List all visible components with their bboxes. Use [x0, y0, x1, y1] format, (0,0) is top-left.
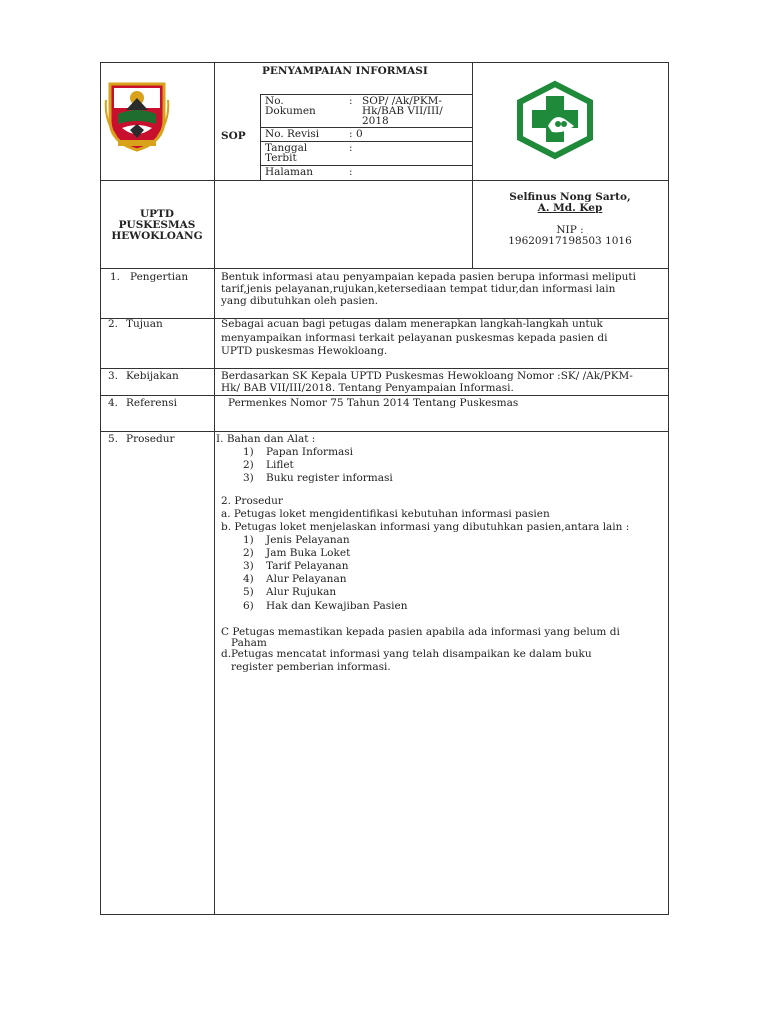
bahan-item-number: 3) — [243, 472, 254, 484]
table-border-top — [100, 62, 669, 63]
pengertian-line: Bentuk informasi atau penyampaian kepada pasien berupa informasi meliputi — [221, 271, 636, 283]
table-border-left — [100, 62, 101, 915]
prosedur-step-d-cont: register pemberian informasi. — [231, 661, 391, 673]
field-colon: : — [349, 128, 353, 140]
bahan-item: Buku register informasi — [266, 472, 393, 484]
nip-value: 19620917198503 1016 — [508, 235, 632, 247]
section-number: 2. — [108, 318, 119, 330]
institution-line-2: PUSKESMAS — [118, 219, 196, 231]
signer-name: Selfinus Nong Sarto, — [509, 191, 631, 203]
info-item-number: 2) — [243, 547, 254, 559]
field-label-tanggal-2: Terbit — [265, 152, 297, 164]
row-border-kebijakan — [100, 368, 669, 369]
info-item-number: 6) — [243, 600, 254, 612]
prosedur-step-c: C Petugas memastikan kepada pasien apabila ada informasi yang belum di — [221, 626, 620, 638]
row-border-referensi — [100, 395, 669, 396]
institution-line-3: HEWOKLOANG — [111, 230, 203, 242]
sop-label: SOP — [221, 130, 246, 142]
info-item: Hak dan Kewajiban Pasien — [266, 600, 408, 612]
document-title: PENYAMPAIAN INFORMASI — [262, 65, 428, 77]
row-border-prosedur — [100, 431, 669, 432]
section-label-kebijakan: Kebijakan — [126, 370, 179, 382]
row-border-pengertian — [100, 268, 669, 269]
header-bottom-border — [100, 180, 669, 181]
tujuan-line: menyampaikan informasi terkait pelayanan puskesmas kepada pasien di — [221, 332, 608, 344]
sop-column-divider — [260, 94, 261, 180]
field-value-no-dokumen-3: 2018 — [362, 115, 389, 127]
prosedur-step-b: b. Petugas loket menjelaskan informasi yang dibutuhkan pasien,antara lain : — [221, 521, 630, 533]
field-label-no-revisi: No. Revisi — [265, 128, 320, 140]
info-item: Jenis Pelayanan — [266, 534, 350, 546]
bahan-item: Liflet — [266, 459, 294, 471]
prosedur-heading: 2. Prosedur — [221, 495, 283, 507]
info-item: Tarif Pelayanan — [266, 560, 349, 572]
kebijakan-line: Berdasarkan SK Kepala UPTD Puskesmas Hewokloang Nomor :SK/ /Ak/PKM- — [221, 370, 633, 382]
field-label-no-dokumen-1: No. — [265, 95, 284, 107]
label-column-divider — [214, 62, 215, 915]
prosedur-step-d: d.Petugas mencatat informasi yang telah disampaikan ke dalam buku — [221, 648, 592, 660]
field-label-halaman: Halaman — [265, 166, 314, 178]
info-item-number: 1) — [243, 534, 254, 546]
info-item: Alur Pelayanan — [266, 573, 347, 585]
table-border-bottom — [100, 914, 669, 915]
prosedur-step-a: a. Petugas loket mengidentifikasi kebutuhan informasi pasien — [221, 508, 550, 520]
section-number: 5. — [108, 433, 119, 445]
regency-emblem-logo — [104, 80, 170, 152]
info-item-number: 3) — [243, 560, 254, 572]
table-border-right — [668, 62, 669, 915]
section-number: 3. — [108, 370, 119, 382]
bahan-item: Papan Informasi — [266, 446, 354, 458]
info-item: Jam Buka Loket — [266, 547, 351, 559]
field-value-no-dokumen-2: Hk/BAB VII/III/ — [362, 105, 443, 117]
section-number: 4. — [108, 397, 119, 409]
bahan-item-number: 2) — [243, 459, 254, 471]
field-colon: : — [349, 142, 353, 154]
section-label-referensi: Referensi — [126, 397, 177, 409]
pengertian-line: tarif,jenis pelayanan,rujukan,ketersediaan tempat tidur,dan informasi lain — [221, 283, 616, 295]
section-label-pengertian: Pengertian — [130, 271, 189, 283]
section-number: 1. — [110, 271, 121, 283]
section-label-prosedur: Prosedur — [126, 433, 175, 445]
tujuan-line: UPTD puskesmas Hewokloang. — [221, 345, 388, 357]
info-item-number: 5) — [243, 586, 254, 598]
info-item-number: 4) — [243, 573, 254, 585]
tujuan-line: Sebagai acuan bagi petugas dalam menerapkan langkah-langkah untuk — [221, 318, 603, 330]
nip-label: NIP : — [556, 224, 584, 236]
field-label-tanggal-1: Tanggal — [265, 142, 308, 154]
field-value-no-revisi: 0 — [356, 128, 363, 140]
pengertian-line: yang dibutuhkan oleh pasien. — [221, 295, 379, 307]
puskesmas-logo — [514, 80, 596, 160]
signer-title: A. Md. Kep — [537, 202, 603, 214]
info-item: Alur Rujukan — [266, 586, 337, 598]
kebijakan-line: Hk/ BAB VII/III/2018. Tentang Penyampaian Informasi. — [221, 382, 514, 394]
bahan-heading: I. Bahan dan Alat : — [216, 433, 316, 445]
section-label-tujuan: Tujuan — [126, 318, 163, 330]
field-colon: : — [349, 95, 353, 107]
prosedur-step-c-cont: Paham — [231, 637, 267, 649]
institution-line-1: UPTD — [140, 208, 174, 220]
field-colon: : — [349, 166, 353, 178]
bahan-item-number: 1) — [243, 446, 254, 458]
field-label-no-dokumen-2: Dokumen — [265, 105, 316, 117]
referensi-line: Permenkes Nomor 75 Tahun 2014 Tentang Puskesmas — [228, 397, 519, 409]
field-value-no-dokumen-1: SOP/ /Ak/PKM- — [362, 95, 442, 107]
